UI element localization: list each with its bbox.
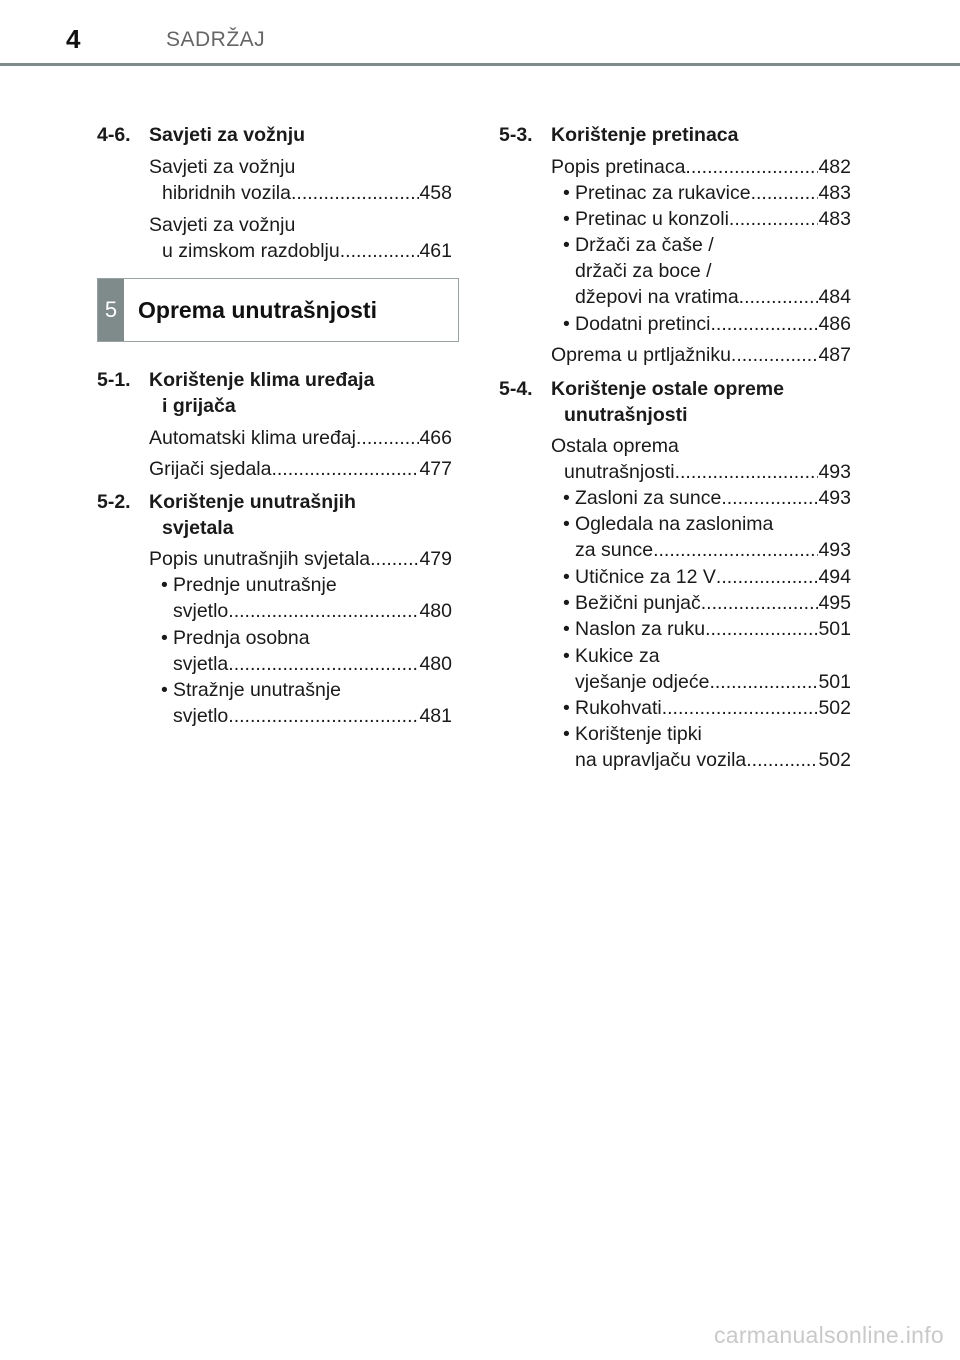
page-ref: 477: [419, 458, 452, 480]
page-ref: 483: [818, 208, 851, 230]
bullet-icon: •: [563, 513, 570, 535]
bullet-icon: •: [563, 723, 570, 745]
page-ref: 501: [818, 671, 851, 693]
toc-subentry[interactable]: [563, 311, 851, 337]
bullet-icon: •: [563, 618, 570, 640]
dot-leader: [709, 669, 818, 695]
page-ref: 484: [818, 286, 851, 308]
entry-text: Naslon za ruku: [575, 618, 706, 640]
chapter-heading[interactable]: [97, 278, 459, 342]
toc-subentry[interactable]: [161, 677, 452, 729]
entry-text: Rukohvati: [575, 697, 662, 719]
toc-subentry[interactable]: [563, 511, 851, 563]
toc-subentry[interactable]: [563, 721, 851, 773]
entry-text: Pretinac za rukavice: [575, 182, 751, 204]
chapter-title: Oprema unutrašnjosti: [138, 297, 377, 323]
entry-text: džepovi na vratima: [575, 286, 739, 308]
dot-leader: [662, 695, 819, 721]
bullet-icon: •: [563, 592, 570, 614]
bullet-icon: •: [563, 697, 570, 719]
page-ref: 480: [419, 600, 452, 622]
toc-entry[interactable]: [149, 154, 452, 206]
page-ref: 479: [419, 548, 452, 570]
toc-entry[interactable]: [149, 212, 452, 264]
dot-leader: [701, 590, 819, 616]
page-ref: 483: [818, 182, 851, 204]
toc-subentry[interactable]: [563, 485, 851, 511]
toc-entry[interactable]: [551, 342, 851, 368]
entry-text: držači za boce /: [575, 260, 712, 282]
entry-text: Dodatni pretinci: [575, 313, 711, 335]
toc-subentry[interactable]: [563, 590, 851, 616]
page-ref: 461: [419, 240, 452, 262]
toc-subentry[interactable]: [161, 572, 452, 624]
toc-subentry[interactable]: [563, 180, 851, 206]
entry-text: Popis unutrašnjih svjetala: [149, 548, 371, 570]
section-title: Korištenje unutrašnjih svjetala: [149, 491, 356, 539]
page-ref: 481: [419, 705, 452, 727]
header-rule: [0, 63, 960, 66]
section-title: Korištenje pretinaca: [551, 124, 739, 146]
toc-entry[interactable]: [551, 154, 851, 180]
toc-entry[interactable]: [149, 425, 452, 451]
entry-text: Ogledala na zaslonima: [575, 513, 774, 535]
entry-text: Grijači sjedala: [149, 458, 272, 480]
page-ref: 480: [419, 653, 452, 675]
toc-entry[interactable]: [149, 456, 452, 482]
bullet-icon: •: [161, 627, 168, 649]
entry-text: Popis pretinaca: [551, 156, 686, 178]
dot-leader: [228, 651, 419, 677]
watermark: carmanualsonline.info: [713, 1322, 944, 1348]
page-ref: 502: [818, 697, 851, 719]
dot-leader: [739, 284, 819, 310]
bullet-icon: •: [161, 574, 168, 596]
toc-subentry[interactable]: [563, 206, 851, 232]
page-number: 4: [66, 24, 81, 54]
entry-text: Bežični punjač: [575, 592, 701, 614]
section-number: 4-6.: [97, 124, 131, 146]
bullet-icon: •: [563, 208, 570, 230]
dot-leader: [370, 546, 419, 572]
dot-leader: [653, 537, 818, 563]
entry-text: Prednja osobna: [173, 627, 310, 649]
bullet-icon: •: [161, 679, 168, 701]
toc-subentry[interactable]: [563, 643, 851, 695]
dot-leader: [675, 459, 819, 485]
page-ref: 493: [818, 539, 851, 561]
dot-leader: [228, 703, 419, 729]
dot-leader: [291, 180, 419, 206]
entry-text: vješanje odjeće: [575, 671, 710, 693]
bullet-icon: •: [563, 182, 570, 204]
entry-text: svjetlo: [173, 600, 229, 622]
dot-leader: [729, 206, 819, 232]
page-ref: 495: [818, 592, 851, 614]
entry-text: svjetla: [173, 653, 229, 675]
page-ref: 502: [818, 749, 851, 771]
dot-leader: [340, 238, 420, 264]
section-number: 5-1.: [97, 369, 131, 391]
dot-leader: [721, 485, 818, 511]
entry-text: Stražnje unutrašnje: [173, 679, 342, 701]
dot-leader: [705, 616, 818, 642]
entry-text: Utičnice za 12 V: [575, 566, 716, 588]
entry-text: Savjeti za vožnju: [149, 156, 296, 178]
entry-text: Kukice za: [575, 645, 660, 667]
chapter-tab: 5: [98, 279, 124, 341]
page-ref: 493: [818, 461, 851, 483]
entry-text: svjetlo: [173, 705, 229, 727]
entry-text: za sunce: [575, 539, 654, 561]
entry-text: Oprema u prtljažniku: [551, 344, 731, 366]
page-ref: 493: [818, 487, 851, 509]
dot-leader: [731, 342, 819, 368]
page-header: [0, 0, 960, 70]
entry-text: u zimskom razdoblju: [162, 240, 340, 262]
bullet-icon: •: [563, 645, 570, 667]
entry-text: Držači za čaše /: [575, 234, 714, 256]
dot-leader: [685, 154, 818, 180]
page-ref: 486: [818, 313, 851, 335]
entry-text: Zasloni za sunce: [575, 487, 722, 509]
entry-text: unutrašnjosti: [564, 461, 675, 483]
entry-text: Ostala oprema: [551, 435, 679, 457]
toc-subentry[interactable]: [563, 232, 851, 310]
dot-leader: [711, 311, 819, 337]
section-title: Korištenje klima uređaja i grijača: [149, 369, 375, 417]
dot-leader: [716, 564, 819, 590]
toc-subentry[interactable]: [563, 616, 851, 642]
section-number: 5-3.: [499, 124, 533, 146]
toc-entry[interactable]: [551, 433, 851, 485]
page-ref: 458: [419, 182, 452, 204]
entry-text: Pretinac u konzoli: [575, 208, 729, 230]
entry-text: Prednje unutrašnje: [173, 574, 337, 596]
header-title: SADRŽAJ: [166, 28, 266, 51]
bullet-icon: •: [563, 566, 570, 588]
section-title: Korištenje ostale opreme unutrašnjosti: [551, 378, 784, 426]
page-ref: 501: [818, 618, 851, 640]
toc-subentry[interactable]: [161, 625, 452, 677]
section-number: 5-4.: [499, 378, 533, 400]
dot-leader: [746, 747, 818, 773]
toc-entry[interactable]: [149, 546, 452, 572]
section-number: 5-2.: [97, 491, 131, 513]
page-ref: 494: [818, 566, 851, 588]
toc-subentry[interactable]: [563, 695, 851, 721]
dot-leader: [356, 425, 419, 451]
bullet-icon: •: [563, 487, 570, 509]
bullet-icon: •: [563, 234, 570, 256]
page-ref: 487: [818, 344, 851, 366]
toc-subentry[interactable]: [563, 564, 851, 590]
entry-text: Savjeti za vožnju: [149, 214, 296, 236]
entry-text: Automatski klima uređaj: [149, 427, 356, 449]
entry-text: hibridnih vozila: [162, 182, 291, 204]
bullet-icon: •: [563, 313, 570, 335]
entry-text: Korištenje tipki: [575, 723, 702, 745]
entry-text: na upravljaču vozila: [575, 749, 747, 771]
dot-leader: [228, 598, 419, 624]
page-ref: 482: [818, 156, 851, 178]
section-title: Savjeti za vožnju: [149, 124, 306, 146]
page-ref: 466: [419, 427, 452, 449]
dot-leader: [271, 456, 419, 482]
dot-leader: [751, 180, 819, 206]
